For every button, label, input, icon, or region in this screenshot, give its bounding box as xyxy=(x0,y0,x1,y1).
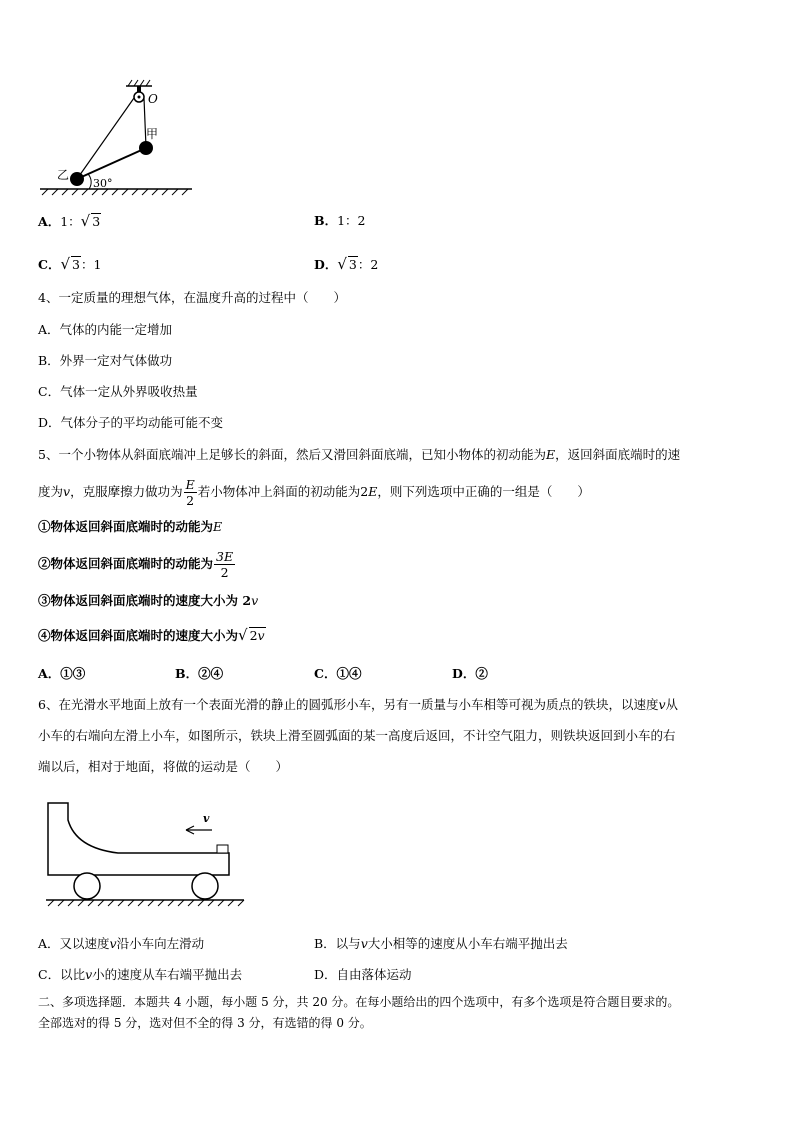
fraction-e-over-2: $\frac{E}{2}$ xyxy=(185,477,195,508)
radical-sign: √ xyxy=(60,255,71,273)
velocity-label: v xyxy=(203,812,210,825)
q6-option-b[interactable]: B．以与v大小相等的速度从小车右端平抛出去 xyxy=(314,936,568,951)
section2-heading-line2: 全部选对的得 5 分，选对但不全的得 3 分，有选错的得 0 分。 xyxy=(38,1016,372,1030)
q4-option-c[interactable]: C．气体一定从外界吸收热量 xyxy=(38,384,198,399)
q5-stem-line2: 度为v，克服摩擦力做功为 $\frac{E}{2}$ 若小物体冲上斜面的初动能为2E，则下列选项中正确的一组是（ ） xyxy=(38,477,590,508)
q6-option-a[interactable]: A．又以速度v沿小车向左滑动 xyxy=(38,936,205,951)
radical-sign: √ xyxy=(238,626,248,644)
label-angle: 30° xyxy=(93,177,113,190)
q5-stem-line1: 5、一个小物体从斜面底端冲上足够长的斜面，然后又滑回斜面底端，已知小物体的初动能为E，返回斜面底端时的速 xyxy=(38,447,681,462)
q6-option-c[interactable]: C．以比v小的速度从车右端平抛出去 xyxy=(38,967,243,982)
q6-stem-line1: 6、在光滑水平地面上放有一个表面光滑的静止的圆弧形小车，另有一质量与小车相等可视为质点的铁块，以速度v从 xyxy=(38,697,679,712)
q4-option-b[interactable]: B．外界一定对气体做功 xyxy=(38,353,173,368)
q5-option-d[interactable]: D．② xyxy=(452,666,488,681)
q3-option-c[interactable]: C．√ 3：1 xyxy=(38,255,102,273)
q3-option-d[interactable]: D．√ 3：2 xyxy=(314,255,379,273)
q3-option-a[interactable]: A．1：√ 3 xyxy=(38,212,101,230)
q6-option-d[interactable]: D．自由落体运动 xyxy=(314,967,412,982)
q5-option-a[interactable]: A．①③ xyxy=(38,666,86,681)
radical-sign: √ xyxy=(80,212,91,230)
q4-stem: 4、一定质量的理想气体，在温度升高的过程中（ ） xyxy=(38,290,346,305)
section2-heading-line1: 二、多项选择题．本题共 4 小题，每小题 5 分，共 20 分。在每小题给出的四个选项中，有多个选项是符合题目要求的。 xyxy=(38,995,680,1009)
fraction-3e-over-2: $\frac{3E}{2}$ xyxy=(216,549,234,580)
q5-statement-4: ④物体返回斜面底端时的速度大小为√ 2v xyxy=(38,626,265,644)
q4-option-a[interactable]: A．气体的内能一定增加 xyxy=(38,322,173,337)
q6-stem-line2: 小车的右端向左滑上小车，如图所示，铁块上滑至圆弧面的某一高度后返回，不计空气阻力，则铁块返回到小车的右 xyxy=(38,728,676,743)
q6-stem-line3: 端以后，相对于地面，将做的运动是（ ） xyxy=(38,759,289,774)
q5-option-c[interactable]: C．①④ xyxy=(314,666,362,681)
q5-statement-3: ③物体返回斜面底端时的速度大小为 2v xyxy=(38,593,259,608)
q5-statement-1: ①物体返回斜面底端时的动能为E xyxy=(38,519,223,534)
q5-option-b[interactable]: B．②④ xyxy=(175,666,224,681)
q5-statement-2: ②物体返回斜面底端时的动能为 $\frac{3E}{2}$ xyxy=(38,549,234,580)
label-jia: 甲 xyxy=(146,127,159,141)
radical-sign: √ xyxy=(337,255,347,273)
q3-option-b[interactable]: B．1：2 xyxy=(314,213,366,228)
label-yi: 乙 xyxy=(57,168,70,182)
cart-figure xyxy=(0,0,260,915)
label-o: O xyxy=(148,92,158,106)
q4-option-d[interactable]: D．气体分子的平均动能可能不变 xyxy=(38,415,224,430)
